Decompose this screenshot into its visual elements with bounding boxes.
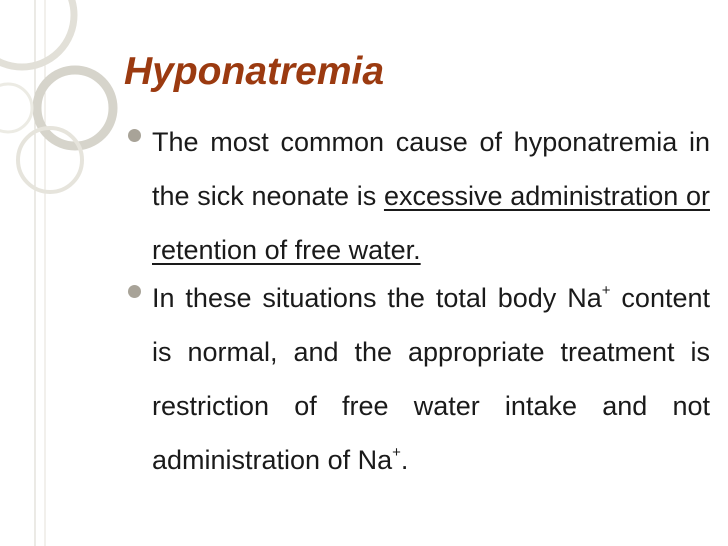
bullet-1-underlined: excessive administration or retention of free water. [152,181,710,265]
bullet-2-superscript-2: + [392,444,401,461]
bullet-text-1 [152,115,710,277]
bullet-item-2 [128,271,710,487]
decor-ring-top [0,0,74,67]
bullet-1-plain: The most common cause of hyponatremia in the sick neonate is [152,127,710,211]
bullet-2-part2: content is normal, and the appropriate treatment is restriction of free water intake and not administration of Na [152,283,710,475]
bullet-item-1 [128,115,710,277]
bullet-dot-icon [128,129,141,142]
bullet-list [128,128,710,494]
bullet-2-superscript-1: + [601,282,611,299]
bullet-dot-icon [128,285,141,298]
bullet-2-part3: . [400,445,409,475]
bullet-2-part1: In these situations the total body Na [152,283,602,313]
slide-title: Hyponatremia [124,50,385,93]
bullet-text-2 [152,271,710,487]
decor-ring-small [0,84,32,132]
decor-ring-middle [37,70,113,146]
